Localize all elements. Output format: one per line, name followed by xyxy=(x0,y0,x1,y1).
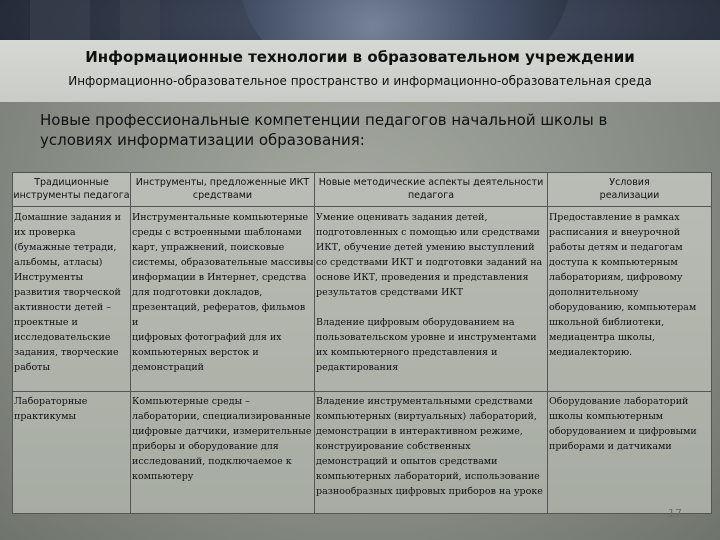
table-cell: Лабораторные практикумы xyxy=(14,396,88,422)
competencies-table xyxy=(12,172,712,514)
column-header-traditional: Традиционные инструменты педагога xyxy=(13,177,130,201)
column-header-conditions: Условия реализации xyxy=(599,177,660,201)
table-cell: Умение оценивать задания детей, подготовленных с помощью или средствами ИКТ, обучение детей умению выступлений со средствами ИКТ и подготовки заданий на основе ИКТ, проведения и представления результатов средствами ИКТ Владение цифровым оборудованием на пользовательском уровне и инструментами их компьютерного представления и редактирования xyxy=(316,212,543,373)
table-cell: Предоставление в рамках расписания и внеурочной работы детям и педагогам доступа к компьютерным лабораториям, цифровому дополнительному оборудованию, компьютерам школьной библиотеки, медиацентра школы, медиалекторию. xyxy=(549,212,697,358)
table-header-divider xyxy=(13,206,711,207)
table-row-divider xyxy=(13,391,711,392)
column-header-ict-tools: Инструменты, предложенные ИКТ средствами xyxy=(135,177,310,201)
table-cell: Владение инструментальными средствами компьютерных (виртуальных) лабораторий, демонстрации в интерактивном режиме, конструирование собственных демонстраций и опытов средствами компьютерных лабораторий, использование разнообразных цифровых приборов на уроке xyxy=(316,396,543,497)
slide-subtitle: Информационно-образовательное пространство и информационно-образовательная среда xyxy=(68,74,652,88)
table-column-divider xyxy=(130,173,131,513)
table-cell: Домашние задания и их проверка (бумажные тетради, альбомы, атласы) Инструменты развития творческой активности детей – проектные и исследовательские задания, творческие работы xyxy=(14,212,122,373)
table-cell: Компьютерные среды – лаборатории, специализированные цифровые датчики, измерительные приборы и оборудование для исследований, подключаемое к компьютеру xyxy=(132,396,312,482)
column-header-methodical-aspects: Новые методические аспекты деятельности педагога xyxy=(318,177,544,201)
table-column-divider xyxy=(314,173,315,513)
section-heading: Новые профессиональные компетенции педагогов начальной школы в условиях информатизации образования: xyxy=(40,111,608,149)
page-number: 17 xyxy=(668,507,682,520)
table-column-divider xyxy=(547,173,548,513)
slide-title: Информационные технологии в образовательном учреждении xyxy=(85,48,635,66)
table-cell: Оборудование лабораторий школы компьютерным оборудованием и цифровыми приборами и датчиками xyxy=(549,396,697,452)
table-cell: Инструментальные компьютерные среды с встроенными шаблонами карт, упражнений, поисковые системы, образовательные массивы информации в Интернет, средства для подготовки докладов, презентаций, рефератов, фильмов и цифровых фотографий для их компьютерных версток и демонстраций xyxy=(132,212,314,373)
